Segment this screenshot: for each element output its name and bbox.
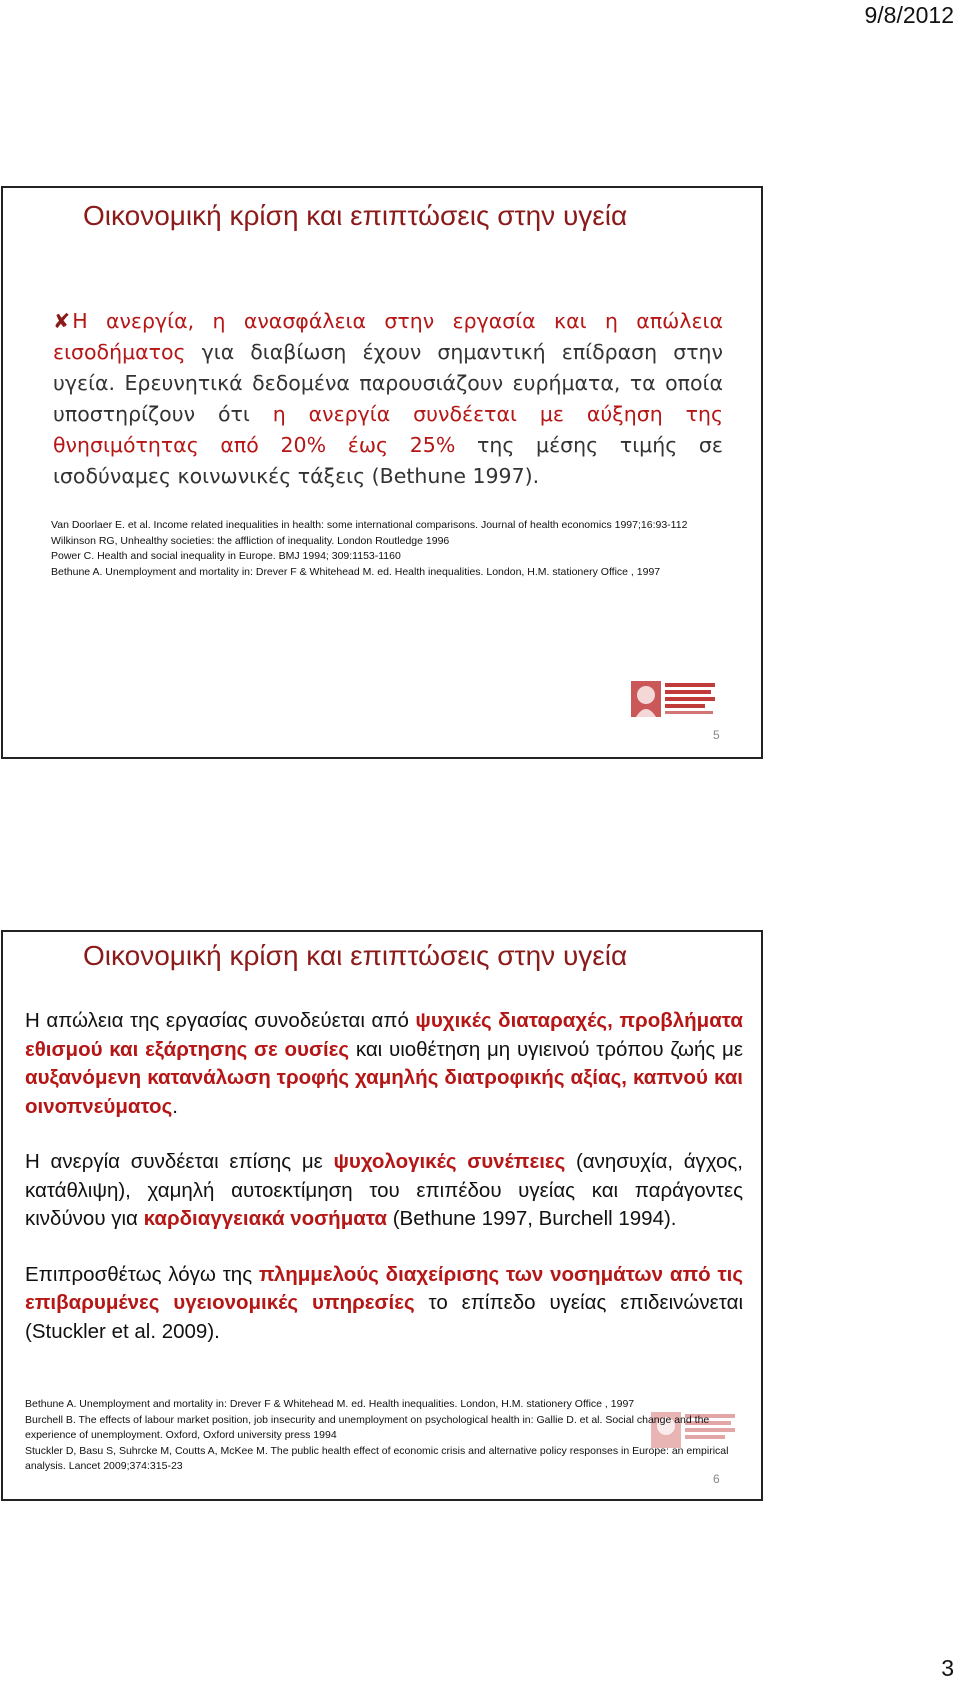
reference-item: Bethune A. Unemployment and mortality in: Drever F & Whitehead M. ed. Health inequalities. London, H.M. stationery Office , 1997 <box>51 565 661 578</box>
body-text: (ανησυχία, άγχος, κατάθλιψη), χαμηλή αυτοεκτίμηση του επιπέδου υγείας και παράγοντες κινδύνου για <box>25 1150 743 1230</box>
body-text: Η ανεργία συνδέεται επίσης με <box>25 1150 334 1173</box>
body-text: και υιοθέτηση μη υγιεινού τρόπου ζωής με <box>349 1037 743 1061</box>
body-text: (Bethune 1997, Burchell 1994). <box>387 1207 677 1230</box>
reference-item: Burchell B. The effects of labour market position, job insecurity and unemployment on psychological health in: Gallie D. et al. Social change and the experience of unemployment. Oxford, Oxford university press 1994 <box>25 1413 710 1441</box>
slide-number: 5 <box>713 728 720 742</box>
highlight-text: καρδιαγγειακά νοσήματα <box>143 1207 388 1230</box>
paragraph <box>25 1148 743 1234</box>
slide-title: Οικονομική κρίση και επιπτώσεις στην υγεία <box>83 940 628 971</box>
body-text: για διαβίωση έχουν σημαντική επίδραση στην υγεία. Ερευνητικά δεδομένα παρουσιάζουν ευρήματα, τα οποία υποστηρίζουν ότι <box>53 340 723 426</box>
body-text: το επίπεδο υγείας επιδεινώνεται (Stuckler et al. 2009). <box>25 1291 744 1343</box>
cross-bullet-icon: ✘ <box>53 309 71 333</box>
references <box>51 518 723 580</box>
body-text: Επιπροσθέτως λόγω της <box>25 1262 259 1286</box>
reference-item: Bethune A. Unemployment and mortality in: Drever F & Whitehead M. ed. Health inequalities. London, H.M. stationery Office , 1997 <box>25 1398 635 1410</box>
slide-title: Οικονομική κρίση και επιπτώσεις στην υγεία <box>83 200 628 231</box>
highlight-text: πλημμελούς διαχείρισης των νοσημάτων από τις επιβαρυμένες υγειονομικές υπηρεσίες <box>25 1262 743 1314</box>
slide-number: 6 <box>713 1472 720 1486</box>
slide-body <box>25 1007 743 1373</box>
reference-item: Wilkinson RG, Unhealthy societies: the affliction of inequality. London Routledge 1996 <box>51 534 450 547</box>
page-number: 3 <box>941 1655 954 1681</box>
page-date: 9/8/2012 <box>864 2 954 28</box>
body-text: . <box>172 1094 178 1118</box>
slide-6 <box>1 930 763 1501</box>
organization-logo <box>631 679 719 719</box>
highlight-text: Η ανεργία, η ανασφάλεια στην εργασία και η απώλεια εισοδήματος <box>53 309 723 364</box>
slide-body <box>53 306 723 492</box>
paragraph <box>25 1261 743 1347</box>
paragraph <box>25 1007 743 1121</box>
highlight-text: η ανεργία συνδέεται με αύξηση της θνησιμότητας από 20% έως 25% <box>53 402 723 457</box>
reference-item: Van Doorlaer E. et al. Income related inequalities in health: some international comparisons. Journal of health economics 1997;16:93-112 <box>51 519 688 531</box>
highlight-text: ψυχολογικές συνέπειες <box>333 1150 566 1173</box>
highlight-text: αυξανόμενη κατανάλωση τροφής χαμηλής διατροφικής αξίας, καπνού και οινοπνεύματος <box>25 1066 743 1118</box>
slide-5 <box>1 186 763 759</box>
reference-item: Stuckler D, Basu S, Suhrcke M, Coutts A, McKee M. The public health effect of economic crisis and alternative policy responses in Europe: an empirical analysis. Lancet 2009;374:315-23 <box>25 1444 729 1472</box>
body-text: Η απώλεια της εργασίας συνοδεύεται από <box>25 1009 416 1032</box>
reference-item: Power C. Health and social inequality in Europe. BMJ 1994; 309:1153-1160 <box>51 550 401 562</box>
body-text: της μέσης τιμής σε ισοδύναμες κοινωνικές τάξεις (Bethune 1997). <box>53 433 723 488</box>
highlight-text: ψυχικές διαταραχές, προβλήματα εθισμού και εξάρτησης σε ουσίες <box>25 1009 743 1061</box>
references <box>25 1397 745 1475</box>
